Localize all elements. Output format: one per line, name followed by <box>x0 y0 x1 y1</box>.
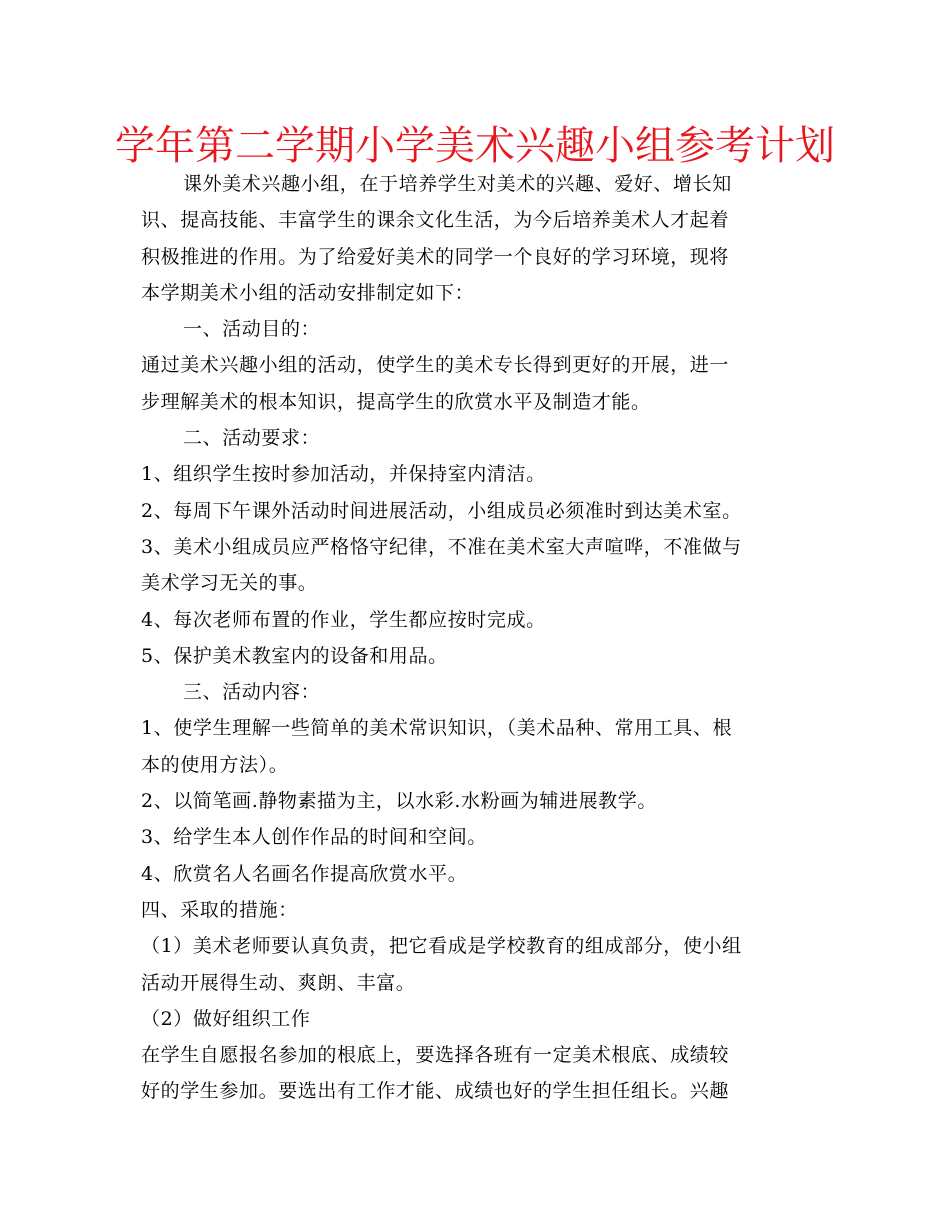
list-item: 2、每周下午课外活动时间进展活动，小组成员必须准时到达美术室。 <box>141 499 742 522</box>
document-body <box>141 166 811 1110</box>
document-title: 学年第二学期小学美术兴趣小组参考计划 <box>115 123 835 169</box>
section-heading-measures: 四、采取的措施： <box>141 898 298 921</box>
list-item: 3、给学生本人创作作品的时间和空间。 <box>141 826 487 849</box>
list-item-continuation: 美术学习无关的事。 <box>141 572 318 595</box>
list-item-continuation: 活动开展得生动、爽朗、丰富。 <box>141 971 416 994</box>
paragraph-line: 在学生自愿报名参加的根底上，要选择各班有一定美术根底、成绩较 <box>141 1044 730 1067</box>
paragraph-line: 积极推进的作用。为了给爱好美术的同学一个良好的学习环境，现将 <box>141 245 730 268</box>
list-item: （1）美术老师要认真负责，把它看成是学校教育的组成部分，使小组 <box>141 935 742 958</box>
paragraph-line: 本学期美术小组的活动安排制定如下： <box>141 281 475 304</box>
list-item: （2）做好组织工作 <box>141 1007 311 1030</box>
list-item: 1、组织学生按时参加活动，并保持室内清洁。 <box>141 463 546 486</box>
list-item: 4、欣赏名人名画名作提高欣赏水平。 <box>141 862 468 885</box>
section-heading-purpose: 一、活动目的： <box>183 318 321 341</box>
section-heading-requirements: 二、活动要求： <box>183 427 321 450</box>
list-item-continuation: 本的使用方法）。 <box>141 753 289 776</box>
list-item: 5、保护美术教室内的设备和用品。 <box>141 644 448 667</box>
list-item: 4、每次老师布置的作业，学生都应按时完成。 <box>141 608 546 631</box>
list-item: 2、以简笔画.静物素描为主，以水彩.水粉画为辅进展教学。 <box>141 790 657 813</box>
section-heading-content: 三、活动内容： <box>183 681 321 704</box>
paragraph-line: 好的学生参加。要选出有工作才能、成绩也好的学生担任组长。兴趣 <box>141 1080 730 1103</box>
list-item: 1、使学生理解一些简单的美术常识知识，（美术品种、常用工具、根 <box>141 717 733 740</box>
list-item: 3、美术小组成员应严格恪守纪律，不准在美术室大声喧哗，不准做与 <box>141 535 742 558</box>
paragraph-line: 识、提高技能、丰富学生的课余文化生活，为今后培养美术人才起着 <box>141 209 730 232</box>
paragraph-line: 步理解美术的根本知识，提高学生的欣赏水平及制造才能。 <box>141 390 651 413</box>
paragraph-line: 通过美术兴趣小组的活动，使学生的美术专长得到更好的开展，进一 <box>141 354 730 377</box>
paragraph-line: 课外美术兴趣小组，在于培养学生对美术的兴趣、爱好、增长知 <box>183 173 732 195</box>
